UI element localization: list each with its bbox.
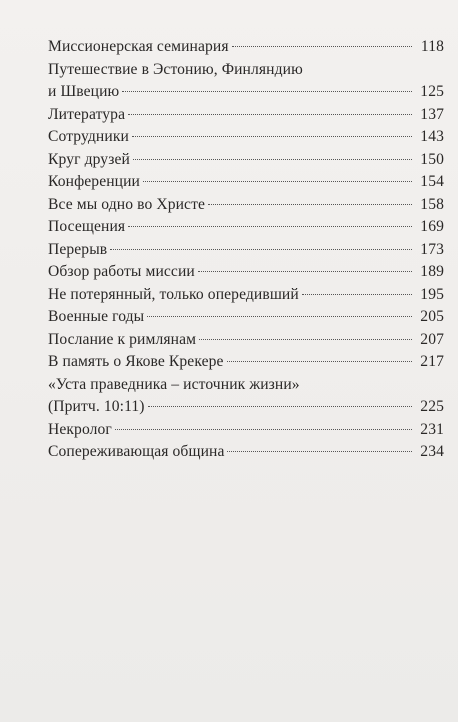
dot-leader [115, 429, 412, 430]
toc-entry [48, 194, 444, 217]
toc-entry-page: 150 [420, 150, 444, 168]
toc-entry-page: 169 [420, 218, 444, 235]
toc-entry [48, 171, 444, 194]
toc-entry-title: Круг друзей [48, 150, 130, 168]
dot-leader [128, 114, 412, 115]
toc-entry-title: Послание к римлянам [48, 330, 197, 348]
toc-entry-title: и Швецию [48, 83, 120, 100]
toc-entry-title: Сотрудники [48, 128, 129, 145]
toc-entry-title-line1: Путешествие в Эстонию, Финляндию [48, 60, 303, 78]
toc-entry [48, 329, 444, 352]
dot-leader [199, 339, 412, 340]
toc-entry [48, 306, 444, 329]
dot-leader [110, 249, 412, 250]
toc-entry-page: 125 [420, 83, 444, 100]
dot-leader [143, 181, 412, 182]
toc-entry-page: 205 [420, 308, 444, 325]
toc-entry-title: Перерыв [48, 240, 108, 258]
toc-entry-title: Военные годы [48, 308, 145, 325]
toc-entry [48, 419, 444, 442]
dot-leader [132, 136, 412, 137]
toc-entry-title: Литература [48, 105, 126, 123]
toc-entry-title: Посещения [48, 218, 126, 235]
dot-leader [232, 46, 412, 47]
toc-entry [48, 36, 444, 59]
toc-entry [48, 104, 444, 127]
dot-leader [147, 316, 412, 317]
dot-leader [122, 91, 412, 92]
toc-entry [48, 239, 444, 262]
toc-entry [48, 374, 444, 419]
toc-entry [48, 216, 444, 239]
toc-entry-page: 158 [420, 195, 444, 213]
toc-entry-page: 195 [420, 285, 444, 303]
toc-entry-title: Не потерянный, только опередивший [48, 285, 299, 303]
dot-leader [227, 451, 412, 452]
toc-entry-page: 225 [420, 398, 444, 415]
toc-entry-title: (Притч. 10:11) [48, 398, 145, 415]
toc-entry-page: 217 [420, 353, 444, 370]
toc-entry-page: 118 [420, 38, 444, 55]
toc-entry [48, 126, 444, 149]
toc-entry-title-line1: «Уста праведника – источник жизни» [48, 375, 300, 393]
toc-entry-page: 234 [420, 443, 444, 460]
toc-entry-title: Все мы одно во Христе [48, 195, 206, 213]
toc-entry [48, 284, 444, 307]
dot-leader [128, 226, 412, 227]
toc-entry-page: 231 [420, 420, 444, 438]
dot-leader [198, 271, 412, 272]
toc-entry-page: 173 [420, 240, 444, 258]
toc-entry-title: В память о Якове Крекере [48, 353, 224, 370]
toc-entry-title: Конференции [48, 173, 140, 190]
dot-leader [227, 361, 412, 362]
toc-entry [48, 261, 444, 284]
toc-entry-title: Миссионерская семинария [48, 38, 229, 55]
toc-entry-page: 143 [420, 128, 444, 145]
toc-entry [48, 149, 444, 172]
toc-entry-page: 189 [420, 263, 444, 280]
table-of-contents [48, 36, 444, 464]
toc-entry-page: 207 [420, 330, 444, 348]
toc-entry-page: 154 [420, 173, 444, 190]
toc-entry-title: Обзор работы миссии [48, 263, 195, 280]
toc-entry-page: 137 [420, 105, 444, 123]
toc-entry [48, 59, 444, 104]
dot-leader [208, 204, 412, 205]
dot-leader [148, 406, 412, 407]
toc-entry-title: Сопереживающая община [48, 443, 225, 460]
toc-entry [48, 351, 444, 374]
dot-leader [133, 159, 412, 160]
toc-entry [48, 441, 444, 464]
dot-leader [302, 294, 412, 295]
toc-entry-title: Некролог [48, 420, 112, 438]
